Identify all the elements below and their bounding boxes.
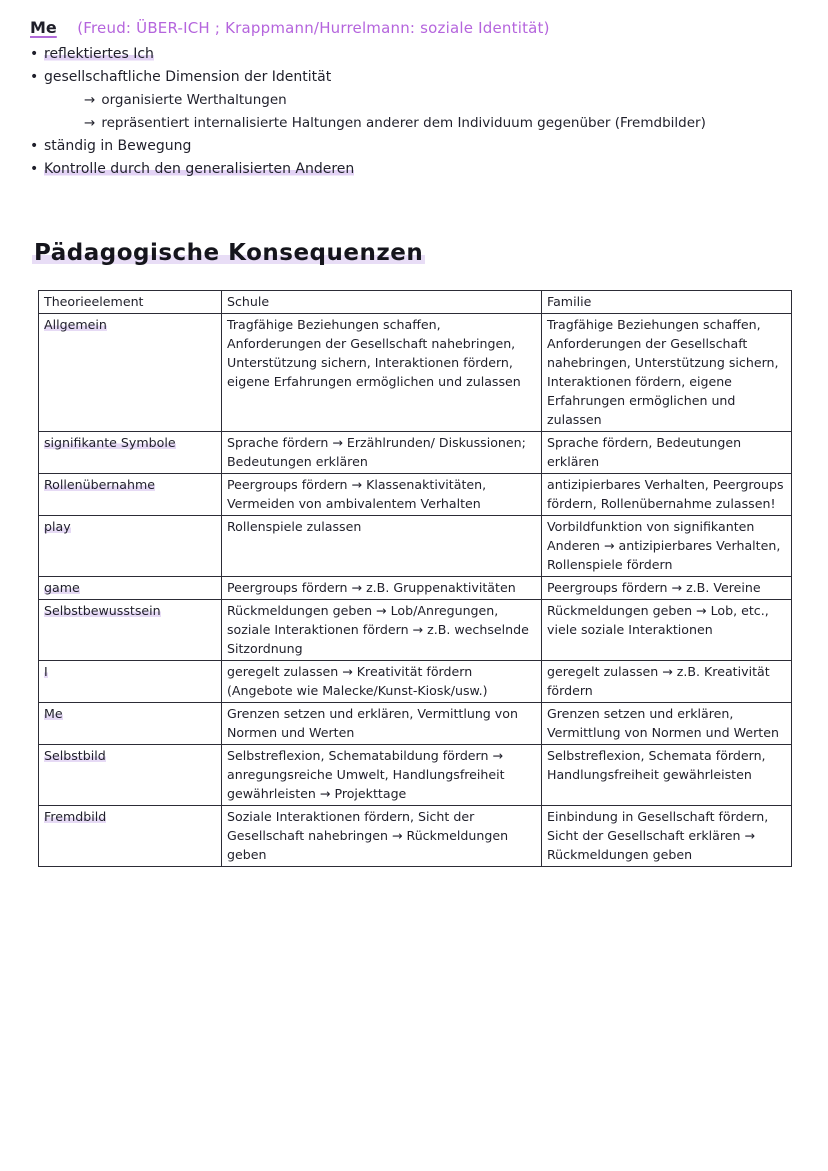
header-theorieelement: Theorieelement xyxy=(39,291,222,314)
element-cell: game xyxy=(39,577,222,600)
arrow-icon: → xyxy=(84,92,96,108)
table-row xyxy=(39,745,792,806)
me-heading xyxy=(30,16,810,41)
familie-cell: Grenzen setzen und erklären, Vermittlung von Normen und Werten xyxy=(542,703,792,745)
me-bullet-list xyxy=(30,43,810,181)
element-cell: play xyxy=(39,516,222,577)
element-cell: Allgemein xyxy=(39,314,222,432)
table-row xyxy=(39,314,792,432)
schule-cell: Soziale Interaktionen fördern, Sicht der Gesellschaft nahebringen → Rückmeldungen geben xyxy=(222,806,542,867)
schule-cell: Rollenspiele zulassen xyxy=(222,516,542,577)
familie-cell: Einbindung in Gesellschaft fördern, Sicht der Gesellschaft erklären → Rückmeldungen geben xyxy=(542,806,792,867)
table-row xyxy=(39,577,792,600)
familie-cell: Selbstreflexion, Schemata fördern, Handlungsfreiheit gewährleisten xyxy=(542,745,792,806)
header-schule: Schule xyxy=(222,291,542,314)
schule-cell: Peergroups fördern → z.B. Gruppenaktivitäten xyxy=(222,577,542,600)
element-cell: Rollenübernahme xyxy=(39,474,222,516)
table-row xyxy=(39,806,792,867)
list-item: • Kontrolle durch den generalisierten Anderen xyxy=(30,158,810,181)
list-item: • gesellschaftliche Dimension der Identität → organisierte Werthaltungen → repräsentiert internalisierte Haltungen anderer dem Individuum gegenüber (Fremdbilder) xyxy=(30,66,810,135)
familie-cell: Vorbildfunktion von signifikanten Anderen → antizipierbares Verhalten, Rollenspiele fördern xyxy=(542,516,792,577)
list-item: → repräsentiert internalisierte Haltungen anderer dem Individuum gegenüber (Fremdbilder) xyxy=(84,115,706,131)
table-row xyxy=(39,703,792,745)
schule-cell: Selbstreflexion, Schematabildung fördern → anregungsreiche Umwelt, Handlungsfreiheit gewährleisten → Projekttage xyxy=(222,745,542,806)
familie-cell: Tragfähige Beziehungen schaffen, Anforderungen der Gesellschaft nahebringen, Unterstützung sichern, Interaktionen fördern, eigene Erfahrungen ermöglichen und zulassen xyxy=(542,314,792,432)
schule-cell: Sprache fördern → Erzählrunden/ Diskussionen; Bedeutungen erklären xyxy=(222,432,542,474)
familie-cell: antizipierbares Verhalten, Peergroups fördern, Rollenübernahme zulassen! xyxy=(542,474,792,516)
table-header-row xyxy=(39,291,792,314)
list-item: → organisierte Werthaltungen xyxy=(84,92,287,108)
familie-cell: geregelt zulassen → z.B. Kreativität fördern xyxy=(542,661,792,703)
element-cell: Me xyxy=(39,703,222,745)
schule-cell: Tragfähige Beziehungen schaffen, Anforderungen der Gesellschaft nahebringen, Unterstützung sichern, Interaktionen fördern, eigene Erfahrungen ermöglichen und zulassen xyxy=(222,314,542,432)
familie-cell: Peergroups fördern → z.B. Vereine xyxy=(542,577,792,600)
me-notes xyxy=(30,16,810,181)
me-theories: (Freud: ÜBER-ICH ; Krappmann/Hurrelmann: soziale Identität) xyxy=(77,19,550,37)
element-cell: Selbstbild xyxy=(39,745,222,806)
element-cell: I xyxy=(39,661,222,703)
schule-cell: geregelt zulassen → Kreativität fördern (Angebote wie Malecke/Kunst-Kiosk/usw.) xyxy=(222,661,542,703)
element-cell: signifikante Symbole xyxy=(39,432,222,474)
schule-cell: Grenzen setzen und erklären, Vermittlung von Normen und Werten xyxy=(222,703,542,745)
table-row xyxy=(39,474,792,516)
section-title: Pädagogische Konsequenzen xyxy=(34,240,424,266)
header-familie: Familie xyxy=(542,291,792,314)
table-row xyxy=(39,661,792,703)
table-row xyxy=(39,516,792,577)
familie-cell: Sprache fördern, Bedeutungen erklären xyxy=(542,432,792,474)
schule-cell: Peergroups fördern → Klassenaktivitäten, Vermeiden von ambivalentem Verhalten xyxy=(222,474,542,516)
arrow-icon: → xyxy=(84,115,96,131)
schule-cell: Rückmeldungen geben → Lob/Anregungen, soziale Interaktionen fördern → z.B. wechselnde Sitzordnung xyxy=(222,600,542,661)
element-cell: Fremdbild xyxy=(39,806,222,867)
familie-cell: Rückmeldungen geben → Lob, etc., viele soziale Interaktionen xyxy=(542,600,792,661)
table-row xyxy=(39,600,792,661)
me-sub-list xyxy=(44,89,810,135)
list-item: • reflektiertes Ich xyxy=(30,43,810,66)
table-row xyxy=(39,432,792,474)
element-cell: Selbstbewusstsein xyxy=(39,600,222,661)
me-label: Me xyxy=(30,18,57,37)
list-item: • ständig in Bewegung xyxy=(30,135,810,158)
konsequenzen-table xyxy=(38,290,792,867)
